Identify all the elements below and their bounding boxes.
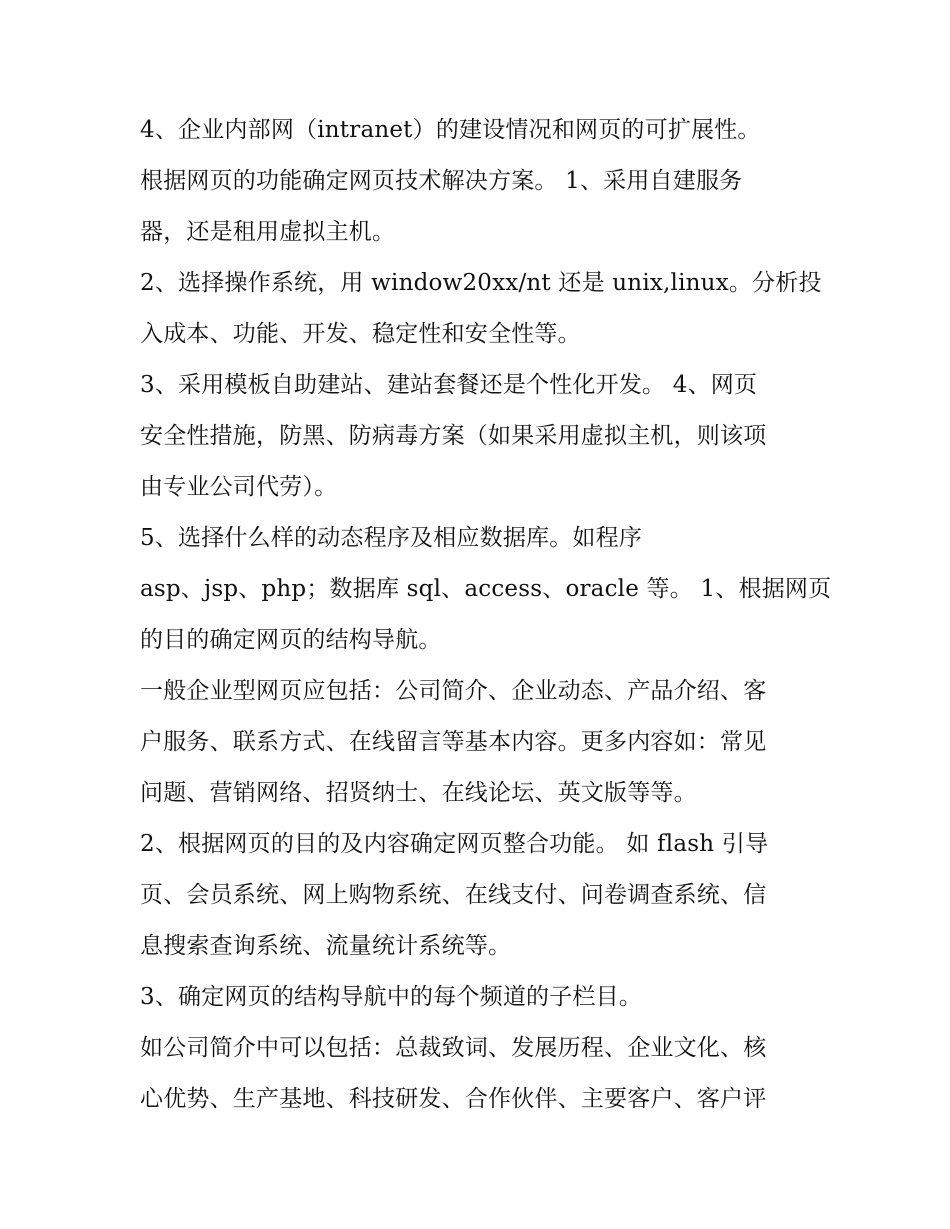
text-line: 由专业公司代劳）。	[140, 474, 338, 500]
text-line: 4、企业内部网（intranet）的建设情况和网页的可扩展性。	[140, 117, 761, 143]
text-line: 2、根据网页的目的及内容确定网页整合功能。 如 flash 引导	[140, 831, 769, 857]
text-line: 问题、营销网络、招贤纳士、在线论坛、英文版等等。	[140, 780, 697, 806]
text-line: 息搜索查询系统、流量统计系统等。	[140, 933, 512, 959]
text-line: 3、确定网页的结构导航中的每个频道的子栏目。	[140, 984, 643, 1010]
text-line: 器，还是租用虚拟主机。	[140, 219, 396, 245]
text-line: 3、采用模板自助建站、建站套餐还是个性化开发。 4、网页	[140, 372, 758, 398]
text-line: 一般企业型网页应包括：公司简介、企业动态、产品介绍、客	[140, 678, 767, 704]
text-line: 根据网页的功能确定网页技术解决方案。 1、采用自建服务	[140, 168, 743, 194]
document-body	[140, 105, 832, 1125]
text-line: 入成本、功能、开发、稳定性和安全性等。	[140, 321, 581, 347]
text-line: 5、选择什么样的动态程序及相应数据库。如程序	[140, 525, 643, 551]
text-line: 户服务、联系方式、在线留言等基本内容。更多内容如：常见	[140, 729, 767, 755]
text-line: 如公司简介中可以包括：总裁致词、发展历程、企业文化、核	[140, 1035, 767, 1061]
text-line: 页、会员系统、网上购物系统、在线支付、问卷调查系统、信	[140, 882, 767, 908]
text-line: asp、jsp、php；数据库 sql、access、oracle 等。 1、根据网页	[140, 576, 832, 602]
text-line: 的目的确定网页的结构导航。	[140, 627, 442, 653]
text-line: 安全性措施，防黑、防病毒方案（如果采用虚拟主机，则该项	[140, 423, 767, 449]
text-line: 心优势、生产基地、科技研发、合作伙伴、主要客户、客户评	[140, 1086, 767, 1112]
text-line: 2、选择操作系统，用 window20xx/nt 还是 unix,linux。分析投	[140, 270, 822, 296]
